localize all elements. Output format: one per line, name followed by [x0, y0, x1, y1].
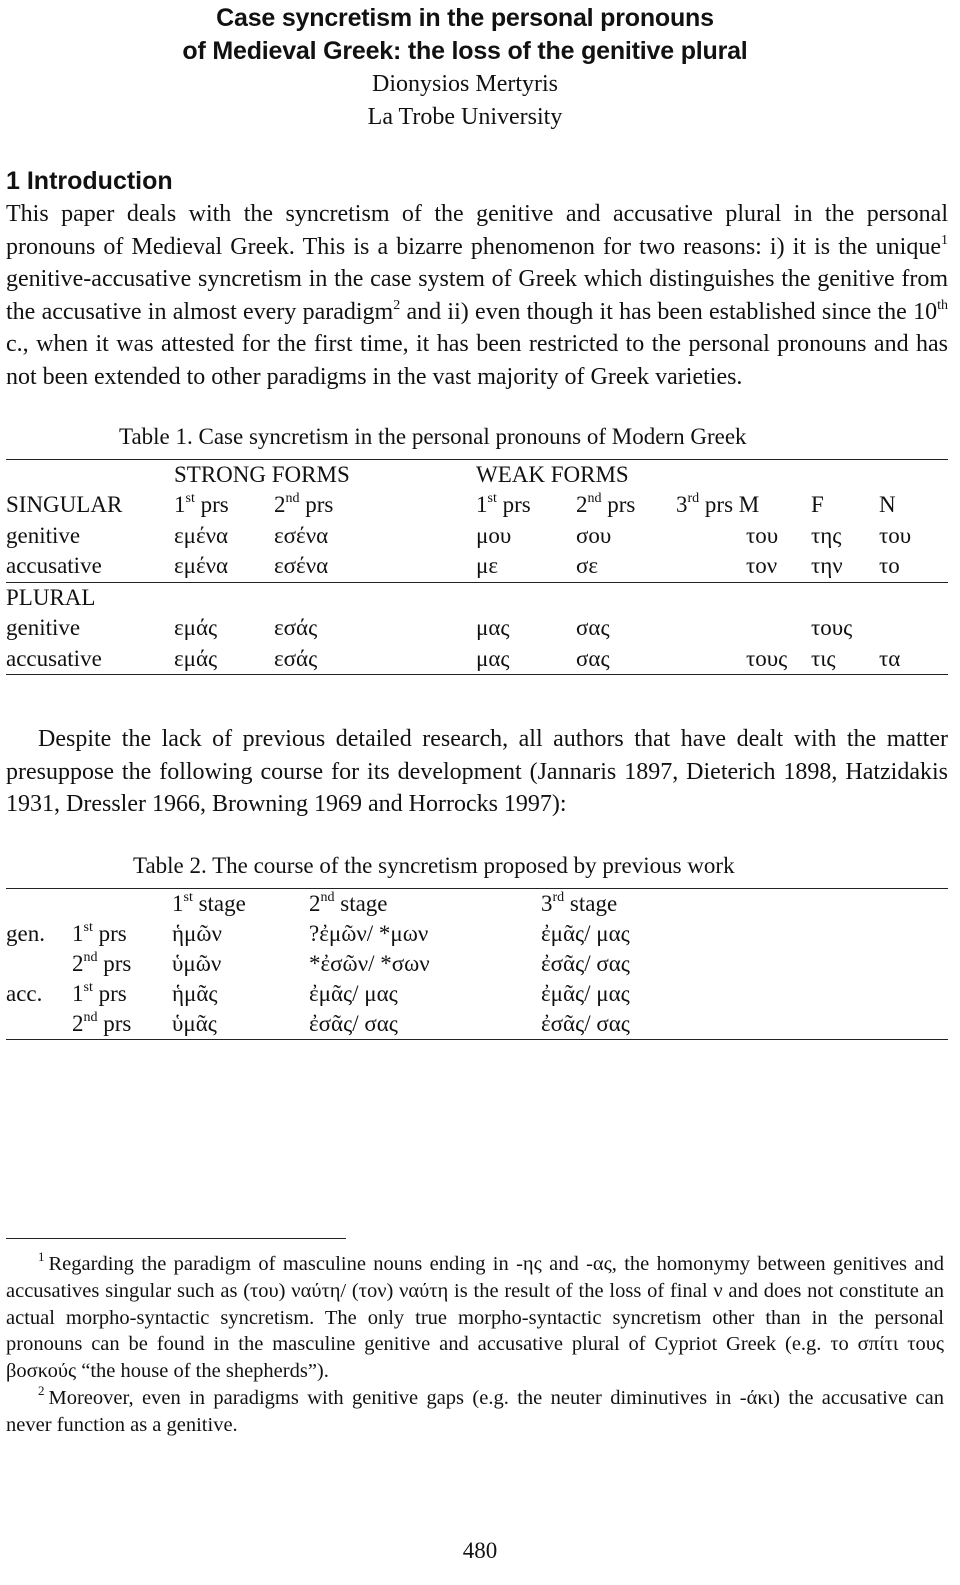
person-label: 1st prs [72, 919, 127, 946]
author-name: Dionysios Mertyris [372, 71, 558, 97]
footnotes [6, 1251, 944, 1439]
strong-forms-header: STRONG FORMS [174, 459, 476, 490]
table-cell: σε [576, 553, 599, 579]
case-label [6, 1009, 72, 1040]
table-cell: εμένα [174, 553, 229, 579]
table-cell: σου [576, 522, 612, 548]
table-row [6, 613, 948, 644]
stage-1-header: 1st stage [172, 888, 309, 919]
table-row [6, 979, 948, 1009]
table-cell: ὑμῶν [172, 950, 222, 976]
table-1-column-header [6, 490, 948, 521]
table-cell: ὑμᾶς [172, 1009, 309, 1040]
col-n: N [879, 492, 896, 518]
case-label: gen. [6, 920, 45, 946]
table-cell: τις [811, 644, 879, 675]
footnote-1-text: Regarding the paradigm of masculine nouns ending in -ης and -ας, the homonymy between genitives and accusatives singular such as (του) ναύτη/ (τον) ναύτη is the result of the loss of final ν and does not constitute an actual morpho-syntactic syncretism. The only true morpho-syntactic syncretism other than in the personal pronouns can be found in the masculine genitive and accusative plural of Cypriot Greek (e.g. το σπίτι τους βοσκούς “the house of the shepherds”). [6, 1253, 944, 1383]
case-label [6, 949, 72, 979]
table-cell: τους [676, 644, 811, 675]
table-cell: ἐσᾶς/ σας [541, 1009, 948, 1040]
footnote-1 [6, 1251, 944, 1385]
person-label: 2nd prs [72, 949, 132, 976]
table-row [6, 551, 948, 582]
table-cell: τα [879, 644, 948, 675]
table-row [6, 644, 948, 675]
table-cell: ἐμᾶς/ μας [309, 980, 398, 1006]
footnote-ref-1: 1 [941, 232, 948, 248]
section-number: 1 [6, 167, 20, 195]
ordinal-suffix: th [937, 297, 949, 313]
table-cell: με [476, 553, 498, 579]
table-1 [6, 459, 948, 676]
table-cell: εμάς [174, 615, 218, 641]
case-label: acc. [6, 980, 43, 1006]
table-cell: τον [746, 553, 778, 579]
intro-text-4: c., when it was attested for the first time, it has been restricted to the personal pronouns and has not been extended to other paradigms in the vast majority of Greek varieties. [6, 331, 948, 390]
table-2-caption: Table 2. The course of the syncretism proposed by previous work [133, 852, 735, 878]
plural-label: PLURAL [6, 582, 174, 613]
weak-forms-header: WEAK FORMS [476, 459, 811, 490]
singular-label: SINGULAR [6, 492, 123, 518]
table-cell [879, 613, 948, 644]
paragraph-2: Despite the lack of previous detailed research, all authors that have dealt with the matter presuppose the following course for its development (Jannaris 1897, Dieterich 1898, Hatzidakis 1931, Dressler 1966, Browning 1969 and Horrocks 1997): [6, 726, 948, 818]
table-cell: την [811, 553, 843, 579]
table-row [6, 919, 948, 949]
footnote-ref-2: 2 [393, 297, 401, 313]
person-label: 2nd prs [72, 1009, 172, 1040]
col-weak-3rd-m: 3rd prs M [676, 491, 760, 518]
table-row [6, 521, 948, 552]
table-cell: ἐσᾶς/ σας [309, 1009, 541, 1040]
person-label: 1st prs [72, 979, 127, 1006]
title-block [0, 2, 948, 134]
author-affiliation: La Trobe University [367, 104, 563, 130]
table-cell: μου [476, 522, 512, 548]
table-cell [676, 613, 811, 644]
col-weak-2nd: 2nd prs [576, 491, 636, 518]
table-cell: ?ἐμῶν/ *μων [309, 920, 429, 946]
table-cell: εσένα [274, 553, 329, 579]
table-2-header [6, 888, 948, 919]
intro-text-3: and ii) even though it has been established since the 10 [400, 298, 938, 325]
col-weak-1st: 1st prs [476, 491, 531, 518]
case-label: accusative [6, 644, 174, 675]
table-1-caption: Table 1. Case syncretism in the personal pronouns of Modern Greek [119, 423, 747, 449]
case-label: genitive [6, 522, 81, 548]
table-cell: του [746, 522, 779, 548]
table-2 [6, 888, 948, 1040]
table-row [6, 582, 948, 613]
paper-title-line-1: Case syncretism in the personal pronouns [216, 4, 714, 32]
table-cell: εσένα [274, 522, 329, 548]
footnote-rule [6, 1238, 346, 1239]
table-cell: τους [811, 615, 853, 641]
paper-page [6, 0, 948, 1040]
table-cell: μας [476, 644, 576, 675]
table-cell: ἐσᾶς/ σας [541, 950, 630, 976]
table-cell: ἡμῶν [172, 920, 222, 946]
table-cell: του [879, 522, 912, 548]
footnote-1-number: 1 [38, 1249, 45, 1264]
intro-text-1: This paper deals with the syncretism of the genitive and accusative plural in the personal pronouns of Medieval Greek. This is a bizarre phenomenon for two reasons: i) it is the unique [6, 201, 948, 260]
table-cell: το [879, 553, 900, 579]
case-label: genitive [6, 615, 81, 641]
footnote-2 [6, 1382, 944, 1439]
table-row [6, 1009, 948, 1040]
stage-2-header: 2nd stage [309, 888, 541, 919]
footnote-2-number: 2 [38, 1382, 45, 1398]
section-title: Introduction [26, 167, 173, 195]
section-heading [6, 165, 948, 198]
page-number: 480 [462, 1538, 498, 1563]
table-cell: σας [576, 615, 610, 641]
case-label: accusative [6, 553, 102, 579]
table-cell: ἡμᾶς [172, 980, 218, 1006]
table-1-group-header [6, 459, 948, 490]
table-cell: της [811, 522, 842, 548]
col-strong-2nd: 2nd prs [274, 491, 334, 518]
paper-title-line-2: of Medieval Greek: the loss of the genitive plural [182, 37, 748, 65]
table-cell: εσάς [274, 644, 476, 675]
stage-3-header: 3rd stage [541, 888, 948, 919]
table-cell: *ἐσῶν/ *σων [309, 950, 430, 976]
table-cell: ἐμᾶς/ μας [541, 920, 630, 946]
table-cell: σας [576, 644, 676, 675]
table-cell: μας [476, 615, 510, 641]
col-strong-1st: 1st prs [174, 491, 229, 518]
intro-paragraph [6, 198, 948, 394]
col-f: F [811, 492, 824, 518]
intro-text-2: genitive-accusative syncretism in the case system of Greek which distinguishes the genitive from the accusative in almost every paradigm [6, 266, 948, 325]
table-cell: ἐμᾶς/ μας [541, 980, 630, 1006]
table-row [6, 949, 948, 979]
footnote-2-text: Moreover, even in paradigms with genitive gaps (e.g. the neuter diminutives in -άκι) the accusative can never function as a genitive. [6, 1386, 944, 1436]
table-cell: εμάς [174, 644, 274, 675]
table-cell: εμένα [174, 522, 229, 548]
table-cell: εσάς [274, 615, 318, 641]
